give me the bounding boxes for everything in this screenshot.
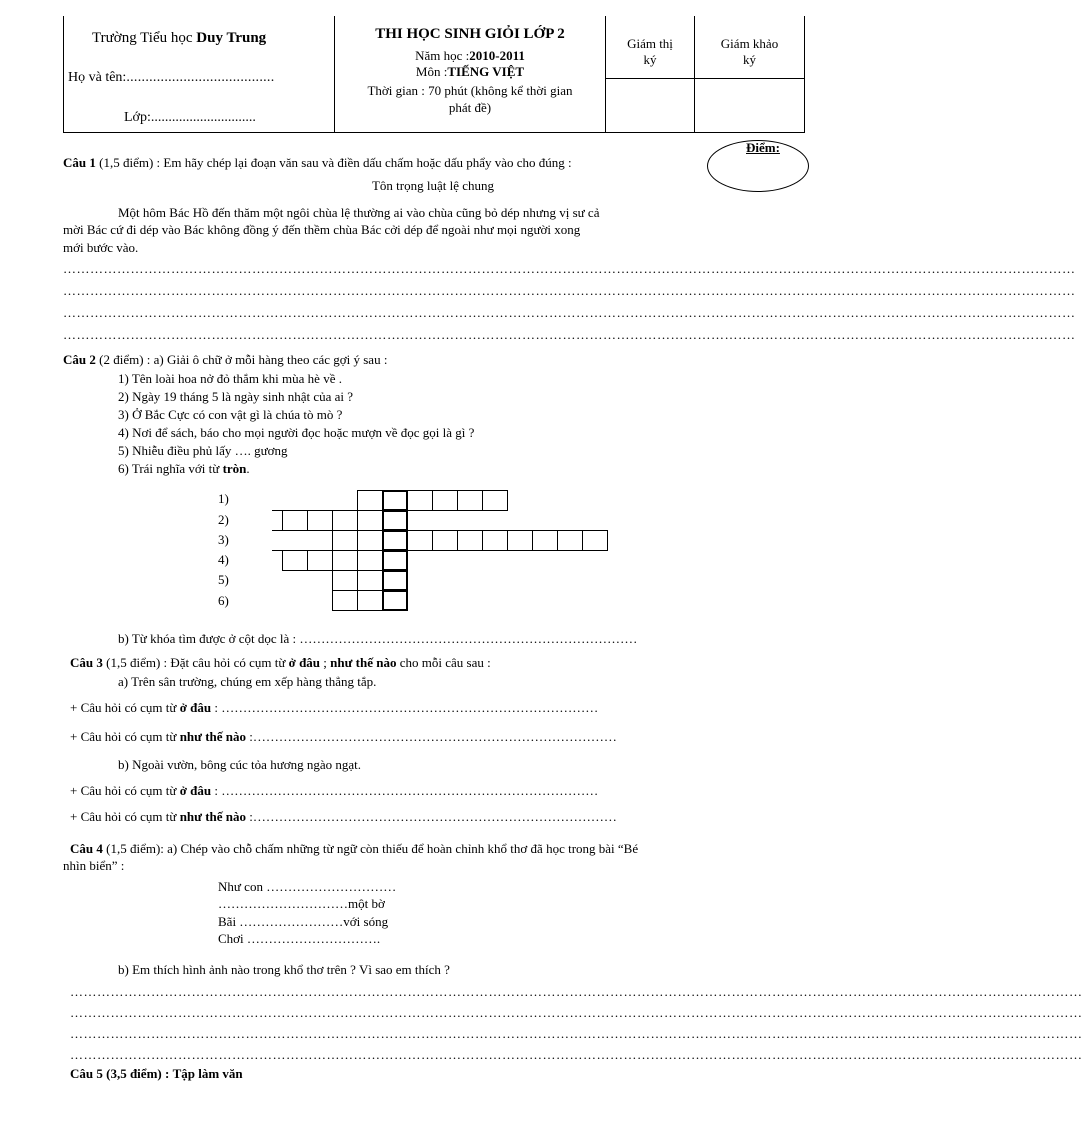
crossword-cell[interactable]	[457, 530, 483, 551]
exam-header-table	[63, 16, 805, 133]
subject	[335, 64, 605, 80]
crossword-cell[interactable]	[357, 530, 383, 551]
crossword-cell[interactable]	[532, 530, 558, 551]
q1-prompt: Em hãy chép lại đoạn văn sau và điền dấu chấm hoặc dấu phẩy vào cho đúng :	[163, 155, 572, 170]
q2-prompt: : a) Giải ô chữ ở mỗi hàng theo các gợi ý sau :	[146, 352, 388, 367]
q4-heading	[70, 841, 638, 857]
q1-points: (1,5 điểm) :	[99, 155, 161, 170]
crossword-row-line	[272, 510, 282, 511]
school-year-label: Năm học :	[415, 48, 470, 63]
q2-number: Câu 2	[63, 352, 96, 367]
q2-clue6-text: 6) Trái nghĩa với từ	[118, 461, 223, 476]
crossword-cell[interactable]	[357, 550, 383, 571]
invigilator-sign-label: ký	[643, 52, 657, 67]
crossword-row-label: 5)	[218, 572, 229, 587]
q3-answer-keyword: ở đâu	[179, 783, 212, 798]
answer-line[interactable]: ………………………………………………………………………………………………………………………………………………………………………………………………………	[70, 1005, 1083, 1020]
q4-poem-line[interactable]: Như con …………………………	[218, 879, 397, 894]
q3-answer-dots: : ……………………………………………………………………………	[211, 700, 599, 715]
subject-value: TIẾNG VIỆT	[447, 64, 525, 79]
q4-poem-line[interactable]: …………………………một bờ	[218, 896, 385, 911]
time-allowed-note: phát đề)	[448, 100, 492, 115]
q4-points: (1,5 điểm):	[106, 841, 164, 856]
q3-answer-keyword: như thế nào	[179, 809, 247, 824]
class-field: Lớp:..............................	[124, 110, 256, 125]
crossword-key-cell[interactable]	[382, 590, 408, 611]
student-name-field: Họ và tên:.......................................	[68, 70, 275, 85]
q1-passage-title: Tôn trọng luật lệ chung	[371, 178, 495, 193]
crossword-row-label: 4)	[218, 552, 229, 567]
invigilator-label: Giám thị	[627, 36, 673, 51]
q3-sentence-a: a) Trên sân trường, chúng em xếp hàng thẳng tắp.	[118, 674, 377, 689]
q1-number: Câu 1	[63, 155, 96, 170]
crossword-key-cell[interactable]	[382, 550, 408, 571]
q2-clue: 5) Nhiễu điều phủ lấy …. gương	[118, 443, 288, 458]
examiner-label: Giám khảo	[720, 36, 779, 51]
q5-points: (3,5 điểm) :	[106, 1066, 170, 1081]
answer-line[interactable]: ………………………………………………………………………………………………………………………………………………………………………………………………………	[63, 283, 1076, 298]
q4-part-b: b) Em thích hình ảnh nào trong khổ thơ trên ? Vì sao em thích ?	[118, 962, 450, 977]
q3-answer-prefix: + Câu hỏi có cụm từ	[70, 700, 177, 715]
q2-clue: 4) Nơi để sách, báo cho mọi người đọc hoặc mượn về đọc gọi là gì ?	[118, 425, 475, 440]
crossword-cell[interactable]	[332, 570, 358, 591]
student-name-label: Họ và tên:	[68, 70, 127, 85]
crossword-key-cell[interactable]	[382, 490, 408, 511]
q4-poem-line[interactable]: Chơi ………………………….	[218, 931, 381, 946]
q1-passage-line: mới bước vào.	[63, 240, 139, 255]
crossword-cell[interactable]	[332, 510, 358, 531]
q3-answer-where-b[interactable]	[70, 783, 598, 799]
crossword-cell[interactable]	[357, 590, 383, 611]
answer-line[interactable]: ………………………………………………………………………………………………………………………………………………………………………………………………………	[63, 261, 1076, 276]
q3-prompt-end: cho mỗi câu sau :	[399, 655, 491, 670]
q3-heading	[70, 655, 491, 671]
crossword-cell[interactable]	[407, 530, 433, 551]
q3-answer-prefix: + Câu hỏi có cụm từ	[70, 783, 177, 798]
q3-answer-how-b[interactable]	[70, 809, 617, 825]
school-name	[92, 30, 266, 47]
crossword-cell[interactable]	[407, 490, 433, 511]
q3-points: (1,5 điểm) :	[106, 655, 168, 670]
q3-answer-prefix: + Câu hỏi có cụm từ	[70, 809, 177, 824]
q3-answer-where-a[interactable]	[70, 700, 598, 716]
crossword-cell[interactable]	[282, 550, 308, 571]
crossword-cell[interactable]	[357, 490, 383, 511]
header-divider	[694, 16, 695, 132]
crossword-row-line	[272, 550, 282, 551]
header-divider	[605, 16, 606, 132]
q3-answer-dots: :…………………………………………………………………………	[246, 809, 617, 824]
crossword-cell[interactable]	[357, 570, 383, 591]
q2-clue6-keyword: tròn	[222, 461, 247, 476]
q5-heading	[70, 1066, 243, 1082]
q2-clue: 6) Trái nghĩa với từ tròn.	[118, 461, 250, 476]
q3-answer-dots: :…………………………………………………………………………	[246, 729, 617, 744]
q3-answer-dots: : ……………………………………………………………………………	[211, 783, 599, 798]
score-label: Điểm:	[746, 140, 780, 155]
q1-passage-line: Một hôm Bác Hồ đến thăm một ngôi chùa lệ thường ai vào chùa cũng bỏ dép nhưng vị sư cả	[118, 205, 600, 220]
crossword-cell[interactable]	[432, 490, 458, 511]
q3-number: Câu 3	[70, 655, 103, 670]
q1-passage-line: mời Bác cứ đi dép vào Bác không đồng ý đến thềm chùa Bác cởi dép để ngoài như mọi người xong	[63, 222, 581, 237]
q2-clue: 1) Tên loài hoa nở đỏ thắm khi mùa hè về .	[118, 371, 342, 386]
q3-answer-how-a[interactable]	[70, 729, 617, 745]
q3-keyword-where: ở đâu	[288, 655, 321, 670]
crossword-cell[interactable]	[332, 530, 358, 551]
q3-sentence-b: b) Ngoài vườn, bông cúc tỏa hương ngào ngạt.	[118, 757, 362, 772]
q3-answer-prefix: + Câu hỏi có cụm từ	[70, 729, 177, 744]
crossword-cell[interactable]	[482, 530, 508, 551]
answer-line[interactable]: ………………………………………………………………………………………………………………………………………………………………………………………………………	[70, 984, 1083, 999]
school-year-value: 2010-2011	[469, 48, 525, 63]
answer-line[interactable]: ………………………………………………………………………………………………………………………………………………………………………………………………………	[63, 327, 1076, 342]
q2-points: (2 điểm)	[99, 352, 144, 367]
crossword-key-cell[interactable]	[382, 510, 408, 531]
crossword-cell[interactable]	[457, 490, 483, 511]
exam-title: THI HỌC SINH GIỎI LỚP 2	[375, 26, 565, 42]
q3-answer-keyword: ở đâu	[179, 700, 212, 715]
crossword-cell[interactable]	[432, 530, 458, 551]
q4-number: Câu 4	[70, 841, 103, 856]
q2-clue: 3) Ở Bắc Cực có con vật gì là chúa tò mò ?	[118, 407, 343, 422]
crossword-cell[interactable]	[557, 530, 583, 551]
crossword-key-cell[interactable]	[382, 530, 408, 551]
crossword-row-label: 1)	[218, 491, 229, 506]
answer-line[interactable]: ………………………………………………………………………………………………………………………………………………………………………………………………………	[70, 1047, 1083, 1062]
subject-label: Môn :	[415, 64, 448, 79]
q4-poem-line[interactable]: Bãi ……………………với sóng	[218, 914, 389, 929]
answer-line[interactable]: ………………………………………………………………………………………………………………………………………………………………………………………………………	[63, 305, 1076, 320]
q5-title: Tập làm văn	[172, 1066, 243, 1081]
crossword-cell[interactable]	[507, 530, 533, 551]
q2-heading	[63, 352, 387, 368]
crossword-row-label: 2)	[218, 512, 229, 527]
crossword-cell[interactable]	[482, 490, 508, 511]
time-allowed: Thời gian : 70 phút (không kể thời gian	[367, 83, 573, 98]
crossword-cell[interactable]	[282, 510, 308, 531]
crossword-key-cell[interactable]	[382, 570, 408, 591]
q4-prompt-cont: nhìn biển” :	[63, 858, 125, 873]
crossword-row-line	[272, 530, 332, 531]
crossword-row-label: 3)	[218, 532, 229, 547]
class-label: Lớp:	[124, 110, 151, 125]
q2-clue: 2) Ngày 19 tháng 5 là ngày sinh nhật của ai ?	[118, 389, 354, 404]
crossword-row-label: 6)	[218, 593, 229, 608]
q3-answer-keyword: như thế nào	[179, 729, 247, 744]
q4-prompt: a) Chép vào chỗ chấm những từ ngữ còn thiếu để hoàn chỉnh khổ thơ đã học trong bài “Bé	[167, 841, 639, 856]
crossword-cell[interactable]	[307, 510, 333, 531]
examiner-sign-label: ký	[743, 52, 756, 67]
q3-separator: ;	[323, 655, 327, 670]
crossword-cell[interactable]	[332, 590, 358, 611]
crossword-cell[interactable]	[332, 550, 358, 571]
q5-number: Câu 5	[70, 1066, 103, 1081]
q2-part-b: b) Từ khóa tìm được ở cột dọc là : ……………………………………………………………………	[118, 631, 638, 646]
crossword-cell[interactable]	[357, 510, 383, 531]
school-name-value: Duy Trung	[196, 30, 267, 46]
q1-heading	[63, 155, 572, 171]
crossword-cell[interactable]	[582, 530, 608, 551]
q3-keyword-how: như thế nào	[330, 655, 397, 670]
answer-line[interactable]: ………………………………………………………………………………………………………………………………………………………………………………………………………	[70, 1026, 1083, 1041]
school-year	[335, 48, 605, 64]
q3-prompt: Đặt câu hỏi có cụm từ	[170, 655, 286, 670]
crossword-cell[interactable]	[307, 550, 333, 571]
header-divider	[605, 78, 804, 79]
school-prefix: Trường Tiểu học	[92, 30, 193, 46]
